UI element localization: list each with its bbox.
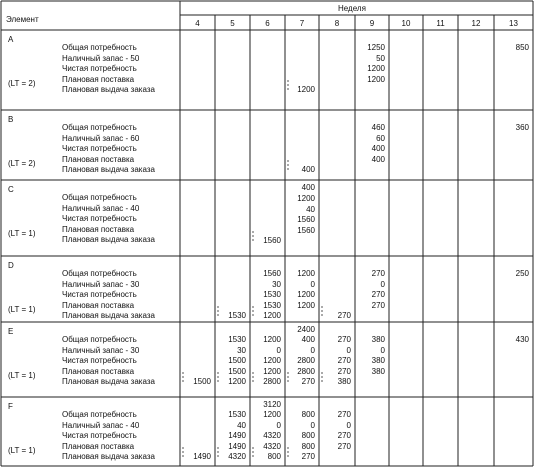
- cell-value: 4320: [263, 431, 281, 441]
- cell-value: 250: [515, 269, 529, 278]
- cell-value: 270: [371, 300, 385, 310]
- cell-value: 270: [337, 366, 351, 376]
- cell-value: 3120: [263, 400, 281, 410]
- element-name: B: [8, 115, 14, 124]
- row-label: Общая потребность: [62, 123, 137, 132]
- cell-value: 2800: [297, 356, 315, 366]
- cell-value: 360: [515, 123, 529, 132]
- cell-value: 0: [380, 279, 385, 289]
- cell-value: 1490: [193, 452, 211, 462]
- cell-value: 1200: [297, 194, 315, 204]
- cell-value: 0: [310, 279, 315, 289]
- row-label: Общая потребность: [62, 43, 137, 52]
- row-label: Плановая поставка: [62, 154, 135, 164]
- cell-value: 40: [306, 204, 315, 214]
- row-label: Плановая поставка: [62, 441, 135, 451]
- element-name: F: [8, 402, 13, 411]
- week-number-label: 4: [195, 19, 200, 28]
- cell-value: 400: [301, 183, 315, 193]
- cell-value: 4320: [228, 452, 246, 462]
- cell-value: 1530: [228, 311, 246, 321]
- element-name: C: [8, 185, 14, 194]
- cell-value: 2800: [297, 366, 315, 376]
- cell-value: 800: [301, 441, 315, 451]
- row-label: Плановая поставка: [62, 300, 135, 310]
- cell-value: 2800: [263, 377, 281, 387]
- cell-value: 1560: [263, 236, 281, 246]
- row-label: Чистая потребность: [62, 356, 137, 366]
- cell-value: 1560: [297, 225, 315, 235]
- cell-value: 1500: [193, 377, 211, 387]
- row-label: Плановая выдача заказа: [62, 452, 155, 462]
- cell-value: 430: [515, 335, 529, 344]
- cell-value: 460: [371, 123, 385, 132]
- cell-value: 0: [310, 345, 315, 355]
- cell-value: 380: [371, 366, 385, 376]
- element-column-header: Элемент: [6, 15, 39, 24]
- row-label: Плановая поставка: [62, 224, 135, 234]
- cell-value: 1250: [367, 43, 385, 52]
- cell-value: 1200: [263, 366, 281, 376]
- cell-value: 270: [337, 356, 351, 366]
- cell-value: 1500: [228, 356, 246, 366]
- lead-time-label: (LT = 1): [8, 229, 36, 239]
- cell-value: 400: [371, 154, 385, 164]
- row-label: Наличный запас - 50: [62, 53, 140, 63]
- cell-value: 1200: [228, 377, 246, 387]
- lead-time-label: (LT = 2): [8, 79, 36, 89]
- cell-value: 270: [337, 311, 351, 321]
- cell-value: 400: [301, 335, 315, 344]
- cell-value: 400: [301, 165, 315, 175]
- row-label: Чистая потребность: [62, 64, 137, 74]
- cell-value: 0: [310, 420, 315, 430]
- cell-value: 1490: [228, 431, 246, 441]
- cell-value: 1530: [228, 335, 246, 344]
- row-label: Наличный запас - 40: [62, 203, 140, 213]
- cell-value: 1560: [263, 269, 281, 278]
- cell-value: 270: [371, 269, 385, 278]
- cell-value: 1200: [263, 311, 281, 321]
- row-label: Общая потребность: [62, 269, 137, 278]
- cell-value: 1200: [297, 290, 315, 300]
- row-label: Наличный запас - 30: [62, 279, 140, 289]
- row-label: Наличный запас - 40: [62, 420, 140, 430]
- lead-time-label: (LT = 1): [8, 371, 36, 381]
- cell-value: 0: [346, 420, 351, 430]
- cell-value: 270: [371, 290, 385, 300]
- lead-time-label: (LT = 2): [8, 159, 36, 169]
- cell-value: 30: [237, 345, 246, 355]
- cell-value: 50: [376, 53, 385, 63]
- cell-value: 4320: [263, 441, 281, 451]
- cell-value: 1560: [297, 215, 315, 225]
- element-name: A: [8, 35, 14, 44]
- cell-value: 270: [337, 431, 351, 441]
- cell-value: 380: [371, 356, 385, 366]
- week-number-label: 13: [509, 19, 518, 28]
- cell-value: 0: [276, 420, 281, 430]
- week-number-label: 8: [334, 19, 340, 28]
- cell-value: 1500: [228, 366, 246, 376]
- cell-value: 1200: [263, 335, 281, 344]
- cell-value: 40: [237, 420, 246, 430]
- cell-value: 800: [301, 431, 315, 441]
- cell-value: 1530: [228, 410, 246, 419]
- row-label: Плановая выдача заказа: [62, 85, 155, 95]
- lead-time-label: (LT = 1): [8, 305, 36, 315]
- cell-value: 270: [301, 452, 315, 462]
- cell-value: 400: [371, 144, 385, 154]
- row-label: Плановая выдача заказа: [62, 165, 155, 175]
- row-label: Наличный запас - 60: [62, 133, 140, 143]
- cell-value: 1530: [263, 300, 281, 310]
- row-label: Чистая потребность: [62, 431, 137, 441]
- cell-value: 30: [272, 279, 281, 289]
- cell-value: 1530: [263, 290, 281, 300]
- cell-value: 270: [337, 410, 351, 419]
- cell-value: 1200: [367, 74, 385, 84]
- row-label: Общая потребность: [62, 193, 137, 202]
- cell-value: 270: [337, 441, 351, 451]
- cell-value: 850: [515, 43, 529, 52]
- week-number-label: 12: [471, 19, 481, 28]
- cell-value: 800: [301, 410, 315, 419]
- cell-value: 1200: [297, 269, 315, 278]
- cell-value: 1200: [297, 85, 315, 95]
- cell-value: 380: [371, 335, 385, 344]
- cell-value: 0: [346, 345, 351, 355]
- row-label: Общая потребность: [62, 410, 137, 419]
- week-number-label: 10: [401, 19, 411, 28]
- cell-value: 270: [337, 335, 351, 344]
- cell-value: 1200: [367, 64, 385, 74]
- lead-time-label: (LT = 1): [8, 446, 36, 456]
- week-number-label: 5: [230, 19, 235, 28]
- row-label: Чистая потребность: [62, 144, 137, 154]
- cell-value: 270: [301, 377, 315, 387]
- row-label: Чистая потребность: [62, 214, 137, 224]
- cell-value: 1200: [263, 410, 281, 419]
- cell-value: 800: [267, 452, 281, 462]
- week-number-label: 7: [299, 19, 305, 28]
- row-label: Наличный запас - 30: [62, 345, 140, 355]
- element-name: E: [8, 327, 14, 336]
- week-number-label: 9: [369, 19, 375, 28]
- cell-value: 2400: [297, 325, 315, 335]
- week-column-header: Неделя: [338, 4, 366, 13]
- row-label: Плановая поставка: [62, 74, 135, 84]
- cell-value: 1200: [263, 356, 281, 366]
- cell-value: 1200: [297, 300, 315, 310]
- row-label: Плановая выдача заказа: [62, 311, 155, 321]
- row-label: Плановая выдача заказа: [62, 235, 155, 245]
- row-label: Плановая поставка: [62, 366, 135, 376]
- row-label: Чистая потребность: [62, 290, 137, 300]
- week-number-label: 11: [436, 19, 445, 28]
- cell-value: 1490: [228, 441, 246, 451]
- week-number-label: 6: [265, 19, 270, 28]
- row-label: Плановая выдача заказа: [62, 377, 155, 387]
- element-name: D: [8, 261, 14, 270]
- row-label: Общая потребность: [62, 335, 137, 344]
- cell-value: 60: [376, 133, 385, 143]
- cell-value: 0: [380, 345, 385, 355]
- cell-value: 380: [337, 377, 351, 387]
- cell-value: 0: [276, 345, 281, 355]
